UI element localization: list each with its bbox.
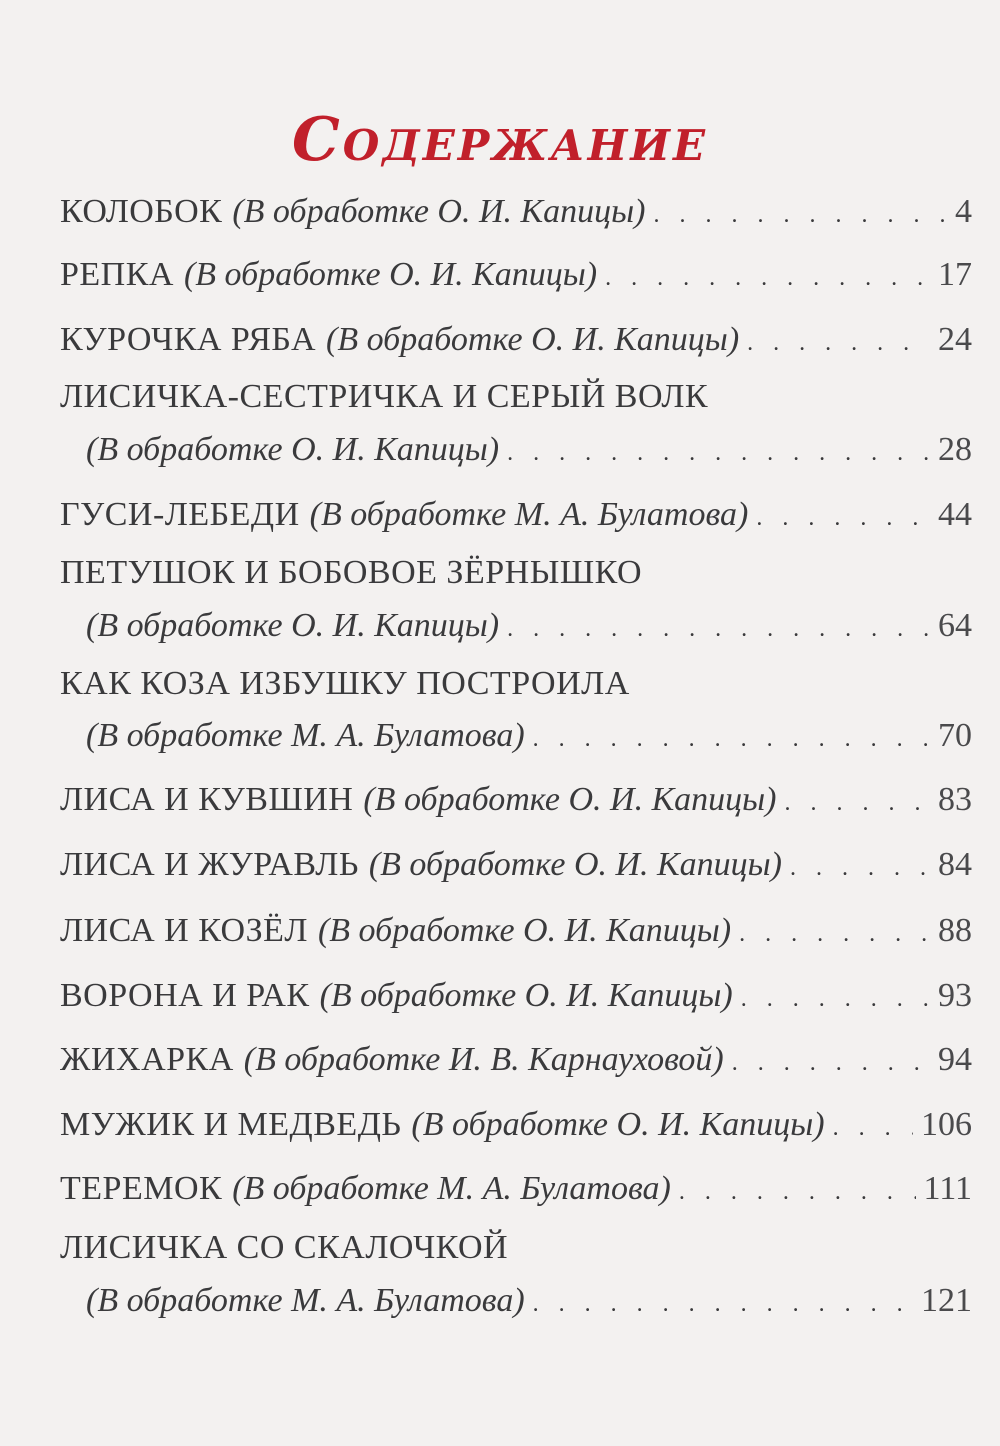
dot-leader — [739, 912, 930, 956]
toc-entry[interactable] — [60, 1038, 972, 1082]
entry-title: РЕПКА — [60, 256, 174, 293]
toc-entry-heading[interactable] — [60, 551, 972, 595]
page-number: 121 — [921, 1282, 972, 1319]
toc-entry[interactable] — [60, 1167, 972, 1211]
toc-entry[interactable] — [86, 428, 972, 472]
entry-credit: (В обработке О. И. Капицы) — [319, 977, 733, 1014]
entry-credit: (В обработке О. И. Капицы) — [232, 193, 646, 230]
toc-entry[interactable] — [60, 843, 972, 887]
toc-entry[interactable] — [86, 714, 972, 758]
entry-title: ЛИСИЧКА СО СКАЛОЧКОЙ — [60, 1229, 509, 1266]
page-number: 88 — [938, 912, 972, 949]
entry-title: ПЕТУШОК И БОБОВОЕ ЗЁРНЫШКО — [60, 554, 643, 591]
entry-credit: (В обработке О. И. Капицы) — [411, 1106, 825, 1143]
page-number: 4 — [955, 193, 972, 230]
page-number: 84 — [938, 846, 972, 883]
entry-credit: (В обработке М. А. Булатова) — [86, 717, 525, 754]
page-number: 83 — [938, 781, 972, 818]
entry-title: ГУСИ-ЛЕБЕДИ — [60, 496, 300, 533]
entry-title: ВОРОНА И РАК — [60, 977, 310, 1014]
entry-credit: (В обработке М. А. Булатова) — [86, 1282, 525, 1319]
dot-leader — [507, 431, 930, 475]
toc-entry-heading[interactable] — [60, 1226, 972, 1270]
toc-entry[interactable] — [60, 493, 972, 537]
toc-entry-heading[interactable] — [60, 662, 972, 706]
page-number: 106 — [921, 1106, 972, 1143]
dot-leader — [679, 1170, 916, 1214]
toc-entry[interactable] — [60, 974, 972, 1018]
page-number: 94 — [938, 1041, 972, 1078]
page-title: Содержание — [292, 105, 708, 176]
page-number: 70 — [938, 717, 972, 754]
dot-leader — [732, 1041, 930, 1085]
dot-leader — [747, 321, 930, 365]
page-number: 44 — [938, 496, 972, 533]
entry-title: ТЕРЕМОК — [60, 1170, 223, 1207]
toc-entry[interactable] — [86, 1279, 972, 1323]
toc-entry[interactable] — [60, 318, 972, 362]
entry-title: КОЛОБОК — [60, 193, 223, 230]
dot-leader — [790, 846, 930, 890]
entry-title: КАК КОЗА ИЗБУШКУ ПОСТРОИЛА — [60, 665, 630, 702]
dot-leader — [785, 781, 931, 825]
entry-title: КУРОЧКА РЯБА — [60, 321, 317, 358]
entry-credit: (В обработке О. И. Капицы) — [86, 607, 500, 644]
entry-credit: (В обработке О. И. Капицы) — [86, 431, 500, 468]
page-number: 93 — [938, 977, 972, 1014]
entry-credit: (В обработке О. И. Капицы) — [326, 321, 740, 358]
entry-title: МУЖИК И МЕДВЕДЬ — [60, 1106, 402, 1143]
toc-entry[interactable] — [60, 778, 972, 822]
entry-title: ЛИСА И КУВШИН — [60, 781, 354, 818]
page-number: 111 — [923, 1170, 972, 1207]
entry-title: ЖИХАРКА — [60, 1041, 234, 1078]
toc-entry[interactable] — [86, 604, 972, 648]
dot-leader — [741, 977, 930, 1021]
entry-title: ЛИСА И ЖУРАВЛЬ — [60, 846, 359, 883]
entry-credit: (В обработке М. А. Булатова) — [232, 1170, 671, 1207]
page-number: 64 — [938, 607, 972, 644]
page-number: 24 — [938, 321, 972, 358]
entry-credit: (В обработке И. В. Карнауховой) — [243, 1041, 724, 1078]
page-number: 17 — [938, 256, 972, 293]
toc-entry[interactable] — [60, 1103, 972, 1147]
page-number: 28 — [938, 431, 972, 468]
entry-credit: (В обработке О. И. Капицы) — [368, 846, 782, 883]
dot-leader — [533, 1282, 913, 1326]
toc-entry[interactable] — [60, 909, 972, 953]
dot-leader — [653, 193, 947, 237]
dot-leader — [756, 496, 930, 540]
toc-entry[interactable] — [60, 253, 972, 297]
dot-leader — [605, 256, 930, 300]
entry-title: ЛИСА И КОЗЁЛ — [60, 912, 308, 949]
entry-credit: (В обработке О. И. Капицы) — [183, 256, 598, 293]
toc-entry-heading[interactable] — [60, 375, 972, 419]
entry-title: ЛИСИЧКА-СЕСТРИЧКА И СЕРЫЙ ВОЛК — [60, 378, 709, 415]
entry-credit: (В обработке О. И. Капицы) — [363, 781, 777, 818]
entry-credit: (В обработке М. А. Булатова) — [309, 496, 749, 533]
dot-leader — [833, 1106, 913, 1150]
toc-entry[interactable] — [60, 190, 972, 234]
dot-leader — [507, 607, 930, 651]
entry-credit: (В обработке О. И. Капицы) — [317, 912, 732, 949]
dot-leader — [533, 717, 930, 761]
